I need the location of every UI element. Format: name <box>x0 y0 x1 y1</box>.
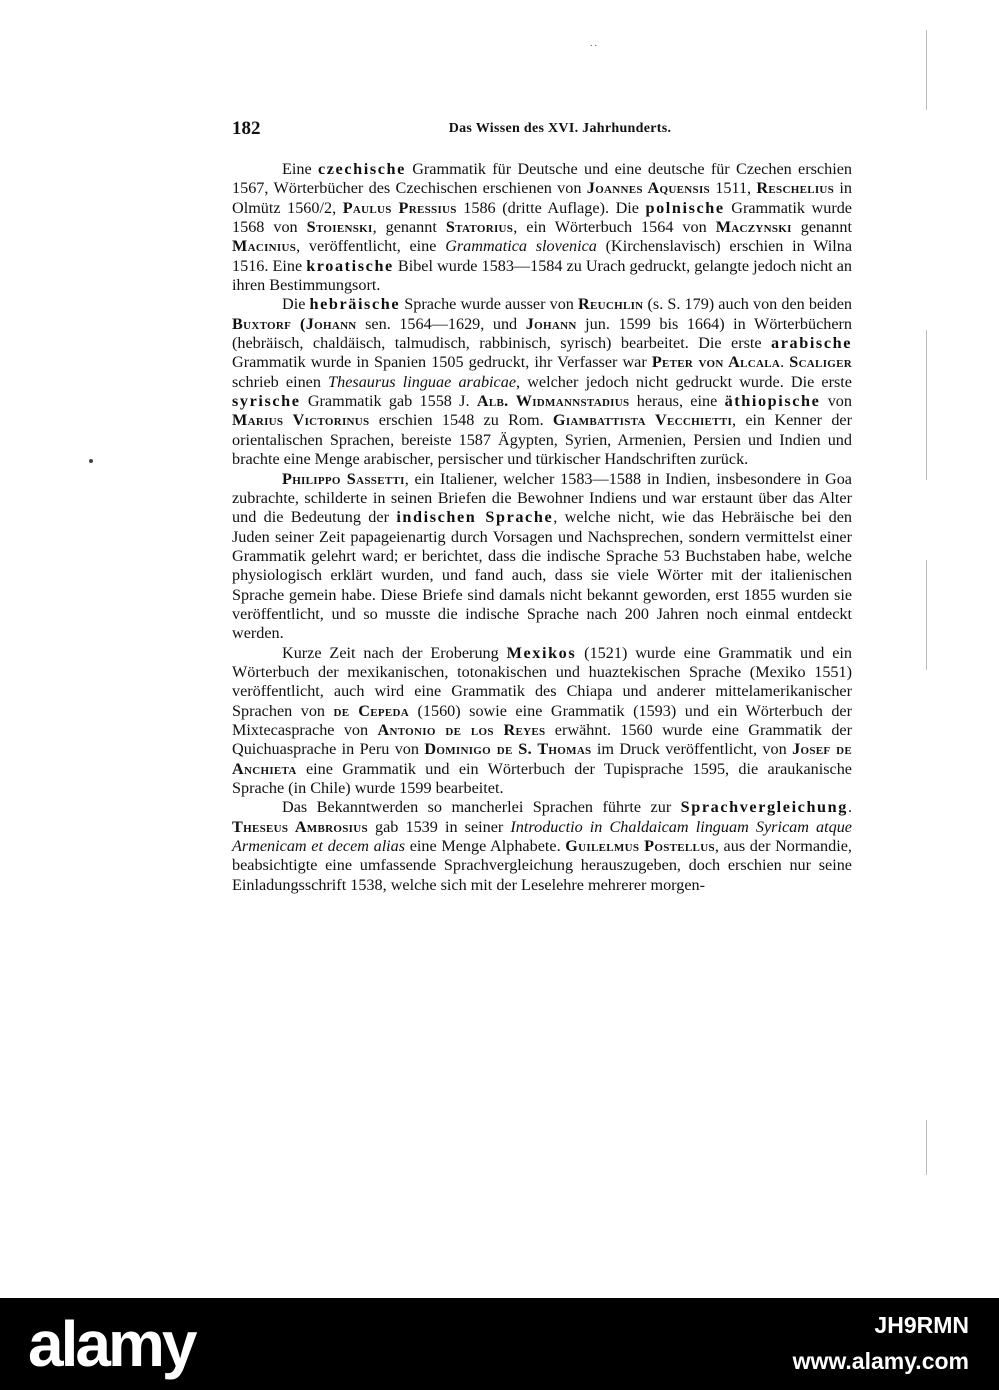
person-name: Peter von Alcala <box>651 353 781 372</box>
text-run: eine Menge Alphabete. <box>405 837 566 856</box>
person-name: Paulus Pressius <box>342 198 457 217</box>
top-mark: .. <box>590 38 599 49</box>
person-name: de Cepeda <box>333 701 409 720</box>
paragraph <box>232 160 852 295</box>
text-run: . <box>847 798 852 817</box>
margin-rule <box>926 560 927 670</box>
paragraph <box>232 470 852 644</box>
text-run: , ein Italiener, welcher 1583—1588 in Indien, insbesondere in Goa zubrachte, schilderte in seinen Briefen die Bewohner Indiens und war erstaunt über das Alter und die Bedeutung der <box>232 469 852 527</box>
person-name: Stoienski <box>306 218 373 237</box>
person-name: Alb. Widmannstadius <box>476 392 630 411</box>
text-run: Das Bekanntwerden so mancherlei Sprachen führte zur <box>282 798 681 817</box>
person-name: Philippo Sassetti <box>282 469 405 488</box>
emphasis: czechische <box>317 160 406 178</box>
text-run: , ein Kenner der orientalischen Sprachen, bereiste 1587 Ägypten, Syrien, Armenien, Persien und Indien und brachte eine Menge arabischer, persischer und türkischer Handschriften zurück. <box>232 411 852 469</box>
person-name: Josef de Anchieta <box>232 740 852 778</box>
text-run: (s. S. 179) auch von den beiden <box>643 295 852 314</box>
person-name: Joannes Aquensis <box>586 179 710 198</box>
text-run: Eine <box>282 160 318 178</box>
text-run: , welcher jedoch nicht gedruckt wurde. Die erste <box>516 372 852 391</box>
emphasis: hebräische <box>309 295 401 314</box>
book-title: Thesaurus linguae arabicae <box>328 372 517 391</box>
margin-rule <box>926 330 927 480</box>
person-name: Giambattista Vecchietti <box>552 411 733 430</box>
text-run: 1586 (dritte Auflage). Die <box>456 198 646 217</box>
paragraph <box>232 798 852 895</box>
person-name: Statorius <box>445 218 514 237</box>
emphasis: Mexikos <box>506 643 577 662</box>
book-title: Introductio in Chaldaicam linguam Syricam atque Armenicam et decem alias <box>232 817 852 856</box>
emphasis: arabische <box>771 334 852 353</box>
text-run: Grammatik wurde in Spanien 1505 gedruckt, ihr Verfasser war <box>232 353 652 372</box>
person-name: Johann <box>525 314 577 333</box>
person-name: Reuchlin <box>577 295 644 314</box>
text-run: heraus, eine <box>629 392 725 411</box>
person-name: Macinius <box>232 237 297 256</box>
text-run: Bibel wurde 1583—1584 zu Urach gedruckt, gelangte jedoch nicht an ihren Bestimmungsort. <box>232 256 852 295</box>
text-run: , welche nicht, wie das Hebräische bei den Juden seiner Zeit papageienartig durch Vorsagen und Nachsprechen, sondern vermittelst einer Grammatik gelehrt ward; er berichtet, dass die indische Sprache 53 Buchstaben habe, welche physiologisch erklärt wurden, und fand auch, dass sie viele Wörter mit der italienischen Sprache gemein habe. Diese Briefe sind damals nicht bekannt geworden, erst 1855 wurden sie veröffentlicht, und so musste die indische Sprache nach 200 Jahren noch einmal entdeckt werden. <box>232 508 853 643</box>
person-name: Antonio de los Reyes <box>377 720 546 739</box>
margin-rule <box>926 1120 927 1175</box>
text-run: , aus der Normandie, beabsichtigte eine umfassende Sprachvergleichung herauszugeben, doch erschien nur seine Einladungsschrift 1538, welche sich mit der Leselehre mehrerer morgen- <box>232 837 852 894</box>
running-head: Das Wissen des XVI. Jahrhunderts. <box>448 121 672 136</box>
person-name: Scaliger <box>789 353 853 372</box>
text-run: in Olmütz 1560/2, <box>232 179 853 217</box>
text-run: Die <box>282 295 310 314</box>
text-run: jun. 1599 bis 1664) in Wörterbüchern (hebräisch, chaldäisch, talmudisch, rabbinisch, syrisch) bearbeitet. Die erste <box>232 314 853 353</box>
text-run: gab 1539 in seiner <box>367 817 511 836</box>
emphasis: syrische <box>232 392 301 411</box>
page-number: 182 <box>232 118 261 139</box>
text-run: von <box>820 392 852 411</box>
text-run: schrieb einen <box>232 372 329 391</box>
emphasis: äthiopische <box>724 392 821 411</box>
emphasis: Sprachvergleichung <box>680 798 848 817</box>
text-run: Grammatik für Deutsche und eine deutsche für Czechen erschien 1567, Wörterbücher des Czechischen erschienen von <box>232 160 852 198</box>
text-run: (1521) wurde eine Grammatik und ein Wörterbuch der mexikanischen, totonakischen und huaztekischen Sprache (Mexiko 1551) veröffentlicht, auch wird eine Grammatik des Chiapa und anderer mittelamerikanischer Sprachen von <box>232 643 852 720</box>
watermark-banner <box>0 1298 999 1390</box>
text-run: , veröffentlicht, eine <box>296 237 446 256</box>
text-run: Grammatik gab 1558 J. <box>300 392 477 411</box>
text-run: genannt <box>791 218 852 237</box>
site-url: www.alamy.com <box>792 1348 969 1374</box>
text-run: sen. 1564—1629, und <box>356 314 526 333</box>
image-id: JH9RMN <box>874 1312 969 1338</box>
text-run: im Druck veröffentlicht, von <box>591 740 793 759</box>
text-run: erwähnt. 1560 wurde eine Grammatik der Quichuasprache in Peru von <box>232 720 853 759</box>
text-run: Kurze Zeit nach der Eroberung <box>282 643 507 662</box>
text-run: (Kirchenslavisch) erschien in Wilna 1516. Eine <box>232 237 853 275</box>
text-run: eine Grammatik und ein Wörterbuch der Tupisprache 1595, die araukanische Sprache (in Chile) wurde 1599 bearbeitet. <box>232 759 852 797</box>
book-title: Grammatica slovenica <box>445 237 597 256</box>
emphasis: indischen Sprache <box>396 508 554 527</box>
text-run: erschien 1548 zu Rom. <box>369 411 553 430</box>
person-name: Dominigo de S. Thomas <box>424 740 592 759</box>
brand-logo: alamy <box>28 1308 195 1380</box>
person-name: Reschelius <box>756 179 835 198</box>
text-run: , ein Wörterbuch 1564 von <box>513 218 716 237</box>
emphasis: kroatische <box>306 256 394 275</box>
paragraph <box>232 644 852 799</box>
body-text <box>232 160 852 895</box>
paragraph <box>232 295 852 469</box>
text-run: . <box>780 353 790 372</box>
stray-dot <box>89 459 93 463</box>
person-name: Theseus Ambrosius <box>232 817 368 836</box>
text-run: , genannt <box>372 218 446 237</box>
margin-rule <box>926 30 927 110</box>
text-run: (1560) sowie eine Grammatik (1593) und ein Wörterbuch der Mixtecasprache von <box>232 701 853 739</box>
person-name: Buxtorf <box>232 314 292 333</box>
person-name: Marius Victorinus <box>232 411 370 430</box>
text-run: Grammatik wurde 1568 von <box>232 198 852 237</box>
page-header <box>232 118 858 144</box>
person-name: Maczynski <box>715 218 792 237</box>
text-run: Sprache wurde ausser von <box>400 295 578 314</box>
emphasis: polnische <box>645 198 725 217</box>
person-name: (Johann <box>291 314 357 333</box>
text-run: 1511, <box>709 179 757 198</box>
person-name: Guilelmus Postellus <box>565 837 715 856</box>
